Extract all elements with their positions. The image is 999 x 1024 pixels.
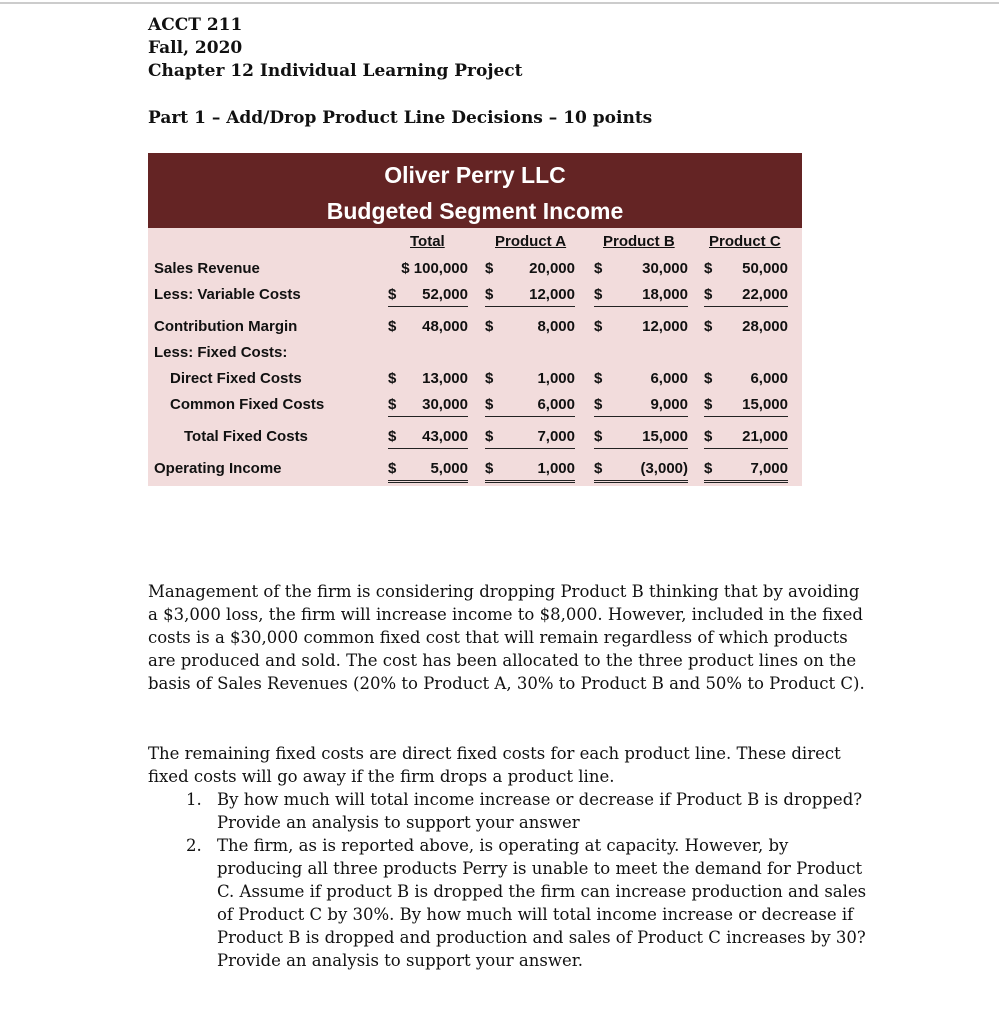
table-cell (485, 258, 575, 280)
currency-symbol: $ (485, 396, 494, 413)
table-row (148, 342, 802, 364)
cell-value: 30,000 (422, 396, 468, 413)
currency-symbol: $ (704, 428, 713, 445)
row-label: Contribution Margin (154, 318, 298, 335)
col-product-c: Product C (709, 233, 781, 250)
cell-value: 15,000 (642, 428, 688, 445)
table-cell (485, 368, 575, 390)
cell-value: 1,000 (537, 460, 575, 477)
table-row (148, 316, 802, 338)
currency-symbol: $ (594, 260, 603, 277)
question-1: 1. By how much will total income increase or decrease if Product B is dropped? Provide an analysis to support your answer (207, 788, 868, 834)
currency-symbol: $ (388, 460, 397, 477)
part-title: Part 1 – Add/Drop Product Line Decisions – 10 points (148, 108, 653, 128)
table-row (148, 368, 802, 390)
chapter-title: Chapter 12 Individual Learning Project (148, 61, 523, 81)
currency-symbol: $ (485, 428, 494, 445)
cell-value: 52,000 (422, 286, 468, 303)
table-row (148, 458, 802, 480)
cell-value: 21,000 (742, 428, 788, 445)
table-cell (704, 316, 788, 338)
table-cell (594, 394, 688, 417)
col-product-a: Product A (495, 233, 567, 250)
table-cell (704, 368, 788, 390)
currency-symbol: $ (704, 460, 713, 477)
row-label: Total Fixed Costs (184, 428, 308, 445)
cell-value: 48,000 (422, 318, 468, 335)
row-label: Common Fixed Costs (170, 396, 325, 413)
col-total: Total (410, 233, 445, 250)
table-cell (388, 258, 468, 280)
cell-value: 28,000 (742, 318, 788, 335)
table-header (148, 153, 802, 228)
table-cell (594, 426, 688, 449)
currency-symbol: $ (485, 286, 494, 303)
table-cell (704, 458, 788, 483)
currency-symbol: $ (594, 396, 603, 413)
table-cell (594, 258, 688, 280)
currency-symbol: $ (594, 428, 603, 445)
cell-value: 6,000 (750, 370, 788, 387)
currency-symbol: $ (594, 370, 603, 387)
column-header-row (148, 231, 802, 253)
table-cell (388, 316, 468, 338)
paragraph-2 (148, 742, 868, 972)
row-label: Less: Variable Costs (154, 286, 301, 303)
currency-symbol: $ (704, 260, 713, 277)
table-cell (485, 426, 575, 449)
cell-value: 15,000 (742, 396, 788, 413)
table-cell (704, 284, 788, 307)
row-label: Operating Income (154, 460, 282, 477)
question-list (148, 788, 868, 972)
table-cell (388, 394, 468, 417)
currency-symbol: $ (388, 396, 397, 413)
currency-symbol: $ (594, 318, 603, 335)
table-cell (485, 394, 575, 417)
cell-value: 9,000 (650, 396, 688, 413)
cell-value: 1,000 (537, 370, 575, 387)
cell-value: 50,000 (742, 260, 788, 277)
row-label: Sales Revenue (154, 260, 260, 277)
table-row (148, 394, 802, 416)
table-row (148, 258, 802, 280)
currency-symbol: $ (485, 318, 494, 335)
row-label: Less: Fixed Costs: (154, 344, 288, 361)
cell-value: 5,000 (430, 460, 468, 477)
cell-value: 13,000 (422, 370, 468, 387)
currency-symbol: $ (388, 318, 397, 335)
currency-symbol: $ (704, 370, 713, 387)
table-cell (594, 284, 688, 307)
company-name: Oliver Perry LLC (384, 162, 566, 188)
currency-symbol: $ (704, 396, 713, 413)
currency-symbol: $ (485, 370, 494, 387)
currency-symbol: $ (704, 318, 713, 335)
table-cell (485, 458, 575, 483)
term: Fall, 2020 (148, 38, 243, 58)
cell-value: 20,000 (529, 260, 575, 277)
paragraph-2-text: The remaining fixed costs are direct fixed costs for each product line. These direct fixed costs will go away if the firm drops a product line. (148, 744, 841, 786)
currency-symbol: $ (388, 428, 397, 445)
currency-symbol: $ (485, 460, 494, 477)
table-row (148, 426, 802, 448)
cell-value: 30,000 (642, 260, 688, 277)
table-cell (594, 458, 688, 483)
table-cell (594, 316, 688, 338)
currency-symbol: $ (594, 286, 603, 303)
table-title: Budgeted Segment Income (326, 198, 624, 224)
table-cell (485, 284, 575, 307)
cell-value: $ 100,000 (401, 260, 468, 277)
page-top-border (0, 2, 999, 4)
currency-symbol: $ (485, 260, 494, 277)
table-cell (704, 394, 788, 417)
table-cell (388, 284, 468, 307)
currency-symbol: $ (388, 370, 397, 387)
cell-value: (3,000) (640, 460, 688, 477)
table-cell (594, 368, 688, 390)
table-cell (388, 426, 468, 449)
paragraph-1: Management of the firm is considering dropping Product B thinking that by avoiding a $3,000 loss, the firm will increase income to $8,000. However, included in the fixed costs is a $30,000 common fixed cost that will remain regardless of which products are produced and sold. The cost has been allocated to the three product lines on the basis of Sales Revenues (20% to Product A, 30% to Product B and 50% to Product C). (148, 582, 865, 693)
cell-value: 7,000 (537, 428, 575, 445)
cell-value: 7,000 (750, 460, 788, 477)
table-cell (704, 426, 788, 449)
cell-value: 43,000 (422, 428, 468, 445)
cell-value: 8,000 (537, 318, 575, 335)
cell-value: 6,000 (650, 370, 688, 387)
table-cell (388, 368, 468, 390)
cell-value: 18,000 (642, 286, 688, 303)
segment-income-table (148, 153, 802, 486)
table-cell (704, 258, 788, 280)
col-product-b: Product B (603, 233, 675, 250)
table-cell (485, 316, 575, 338)
cell-value: 12,000 (529, 286, 575, 303)
course-code: ACCT 211 (148, 15, 243, 35)
currency-symbol: $ (388, 286, 397, 303)
cell-value: 12,000 (642, 318, 688, 335)
row-label: Direct Fixed Costs (170, 370, 302, 387)
table-cell (388, 458, 468, 483)
currency-symbol: $ (704, 286, 713, 303)
question-2: 2. The firm, as is reported above, is operating at capacity. However, by producing all three products Perry is unable to meet the demand for Product C. Assume if product B is dropped the firm can increase production and sales of Product C by 30%. By how much will total income increase or decrease if Product B is dropped and production and sales of Product C increases by 30? Provide an analysis to support your answer. (207, 834, 868, 972)
cell-value: 6,000 (537, 396, 575, 413)
table-row (148, 284, 802, 306)
cell-value: 22,000 (742, 286, 788, 303)
currency-symbol: $ (594, 460, 603, 477)
